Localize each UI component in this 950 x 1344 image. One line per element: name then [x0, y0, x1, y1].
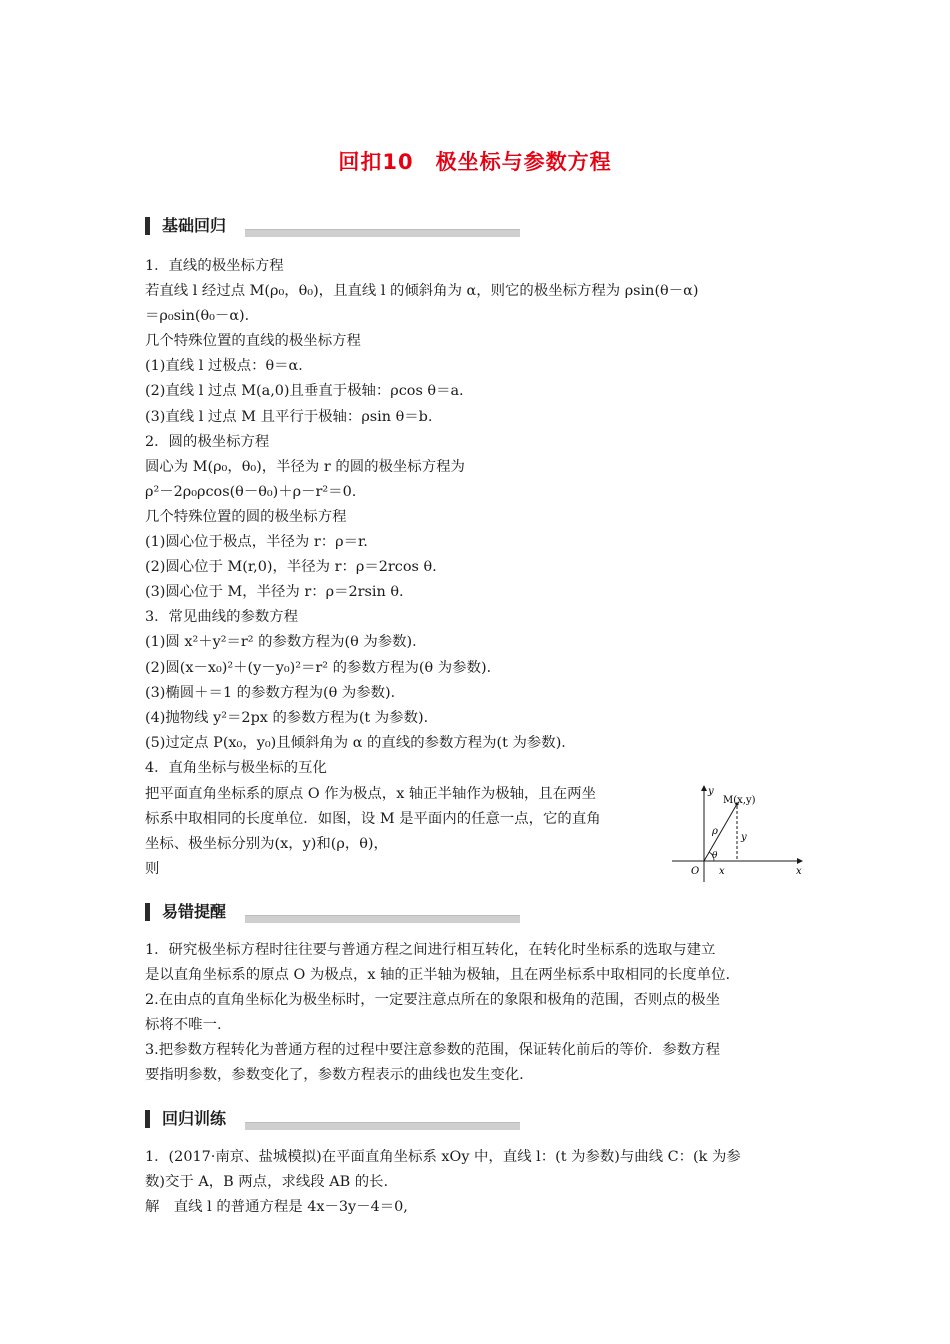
section-title: 基础回归 — [162, 216, 227, 235]
text-line: 圆心为 M(ρ₀，θ₀)，半径为 r 的圆的极坐标方程为 — [145, 458, 465, 475]
conversion-text — [145, 782, 665, 882]
text-line: (1)直线 l 过极点：θ＝α． — [145, 358, 313, 375]
text-line: (2)圆(x－x₀)²＋(y－y₀)²＝r² 的参数方程为(θ 为参数)． — [145, 659, 501, 676]
text-line: 坐标、极坐标分别为(x，y)和(ρ，θ)， — [145, 836, 388, 853]
text-line: (3)圆心位于 M，半径为 r：ρ＝2rsin θ. — [145, 584, 404, 601]
text-line: 1．直线的极坐标方程 — [145, 258, 284, 274]
section-title: 回归训练 — [162, 1109, 227, 1128]
section-header-mistakes — [145, 900, 525, 924]
section-divider — [245, 1122, 520, 1130]
section-marker — [145, 903, 150, 921]
text-line: 4．直角坐标与极坐标的互化 — [145, 759, 327, 776]
section-header-practice — [145, 1107, 525, 1131]
text-line: (1)圆心位于极点，半径为 r：ρ＝r. — [145, 534, 368, 551]
basics-content — [145, 254, 810, 781]
polar-coordinate-figure — [668, 778, 810, 884]
text-line: (3)直线 l 过点 M 且平行于极轴：ρsin θ＝b. — [145, 408, 433, 425]
text-line: ＝ρ₀sin(θ₀－α)． — [145, 308, 260, 325]
theta-label: θ — [712, 851, 718, 861]
section-marker — [145, 1110, 150, 1128]
text-line: (2)圆心位于 M(r,0)，半径为 r：ρ＝2rcos θ. — [145, 559, 437, 576]
text-line: 数)交于 A，B 两点，求线段 AB 的长. — [145, 1174, 389, 1191]
rho-label: ρ — [712, 826, 718, 837]
section-marker — [145, 217, 150, 235]
text-line: (3)椭圆＋＝1 的参数方程为(θ 为参数)． — [145, 684, 406, 701]
text-line: 要指明参数，参数变化了，参数方程表示的曲线也发生变化. — [145, 1067, 524, 1084]
x-length-label: x — [719, 866, 725, 877]
text-line: 3．常见曲线的参数方程 — [145, 609, 299, 626]
mistakes-content — [145, 938, 810, 1089]
section-title: 易错提醒 — [162, 902, 227, 921]
text-line: 标将不唯一. — [145, 1017, 222, 1034]
text-line: 几个特殊位置的圆的极坐标方程 — [145, 508, 347, 525]
text-line: 几个特殊位置的直线的极坐标方程 — [145, 333, 361, 350]
y-length-label: y — [741, 832, 747, 843]
text-line: ρ²－2ρ₀ρcos(θ－θ₀)＋ρ－r²＝0. — [145, 483, 357, 500]
radius-line — [704, 804, 737, 861]
section-divider — [245, 229, 520, 237]
text-line: 是以直角坐标系的原点 O 为极点，x 轴的正半轴为极轴，且在两坐标系中取相同的长度单位. — [145, 967, 731, 984]
page-title: 回扣10 极坐标与参数方程 — [338, 150, 612, 174]
y-axis-label: y — [708, 786, 714, 797]
practice-content — [145, 1145, 810, 1220]
x-axis-label: x — [796, 866, 802, 877]
text-line: 把平面直角坐标系的原点 O 作为极点，x 轴正半轴作为极轴，且在两坐 — [145, 786, 596, 802]
text-line: (2)直线 l 过点 M(a,0)且垂直于极轴：ρcos θ＝a. — [145, 383, 464, 400]
text-line: 解 直线 l 的普通方程是 4x－3y－4＝0, — [145, 1199, 408, 1216]
section-header-basics — [145, 214, 525, 238]
text-line: 3.把参数方程转化为普通方程的过程中要注意参数的范围，保证转化前后的等价．参数方程 — [145, 1042, 720, 1059]
text-line: (5)过定点 P(x₀，y₀)且倾斜角为 α 的直线的参数方程为(t 为参数)． — [145, 734, 576, 751]
text-line: 2.在由点的直角坐标化为极坐标时，一定要注意点所在的象限和极角的范围，否则点的极坐 — [145, 992, 720, 1009]
text-line: 2．圆的极坐标方程 — [145, 433, 270, 450]
text-line: 若直线 l 经过点 M(ρ₀，θ₀)，且直线 l 的倾斜角为 α，则它的极坐标方程为 ρsin(θ－α) — [145, 283, 699, 300]
point-label: M(x,y) — [723, 795, 756, 806]
origin-label: O — [691, 866, 700, 877]
text-line: 标系中取相同的长度单位．如图，设 M 是平面内的任意一点，它的直角 — [145, 811, 601, 828]
text-line: (4)抛物线 y²＝2px 的参数方程为(t 为参数)． — [145, 709, 438, 726]
text-line: 1．(2017·南京、盐城模拟)在平面直角坐标系 xOy 中，直线 l：(t 为参数)与曲线 C：(k 为参 — [145, 1149, 741, 1165]
text-line: 1．研究极坐标方程时往往要与普通方程之间进行相互转化，在转化时坐标系的选取与建立 — [145, 942, 716, 958]
section-divider — [245, 915, 520, 923]
text-line: (1)圆 x²＋y²＝r² 的参数方程为(θ 为参数)． — [145, 634, 427, 651]
text-line: 则 — [145, 861, 160, 878]
